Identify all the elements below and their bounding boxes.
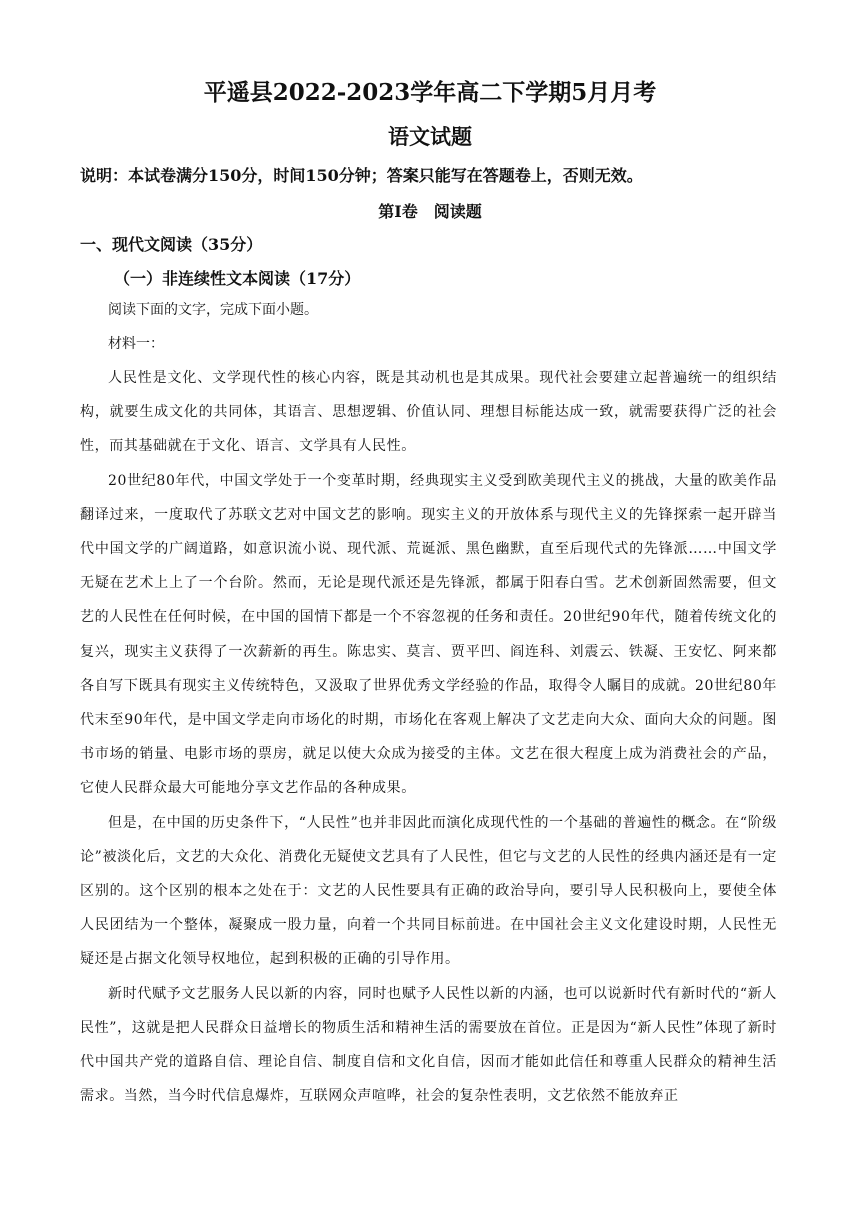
paragraph: 20世纪80年代，中国文学处于一个变革时期，经典现实主义受到欧美现代主义的挑战，大量的欧美作品翻译过来，一度取代了苏联文艺对中国文艺的影响。现实主义的开放体系与现代主义的先锋探索一起开辟当代中国文学的广阔道路，如意识流小说、现代派、荒诞派、黑色幽默，直至后现代式的先锋派……中国文学无疑在艺术上上了一个台阶。然而，无论是现代派还是先锋派，都属于阳春白雪。艺术创新固然需要，但文艺的人民性在任何时候，在中国的国情下都是一个不容忽视的任务和责任。20世纪90年代，随着传统文化的复兴，现实主义获得了一次薪新的再生。陈忠实、莫言、贾平凹、阎连科、刘震云、铁凝、王安忆、阿来都各自写下既具有现实主义传统特色，又汲取了世界优秀文学经验的作品，取得令人瞩目的成就。20世纪80年代末至90年代，是中国文学走向市场化的时期，市场化在客观上解决了文艺走向大众、面向大众的问题。图书市场的销量、电影市场的票房，就足以使大众成为接受的主体。文艺在很大程度上成为消费社会的产品，它使人民群众最大可能地分享文艺作品的各种成果。 [80, 472, 777, 797]
paragraph: 人民性是文化、文学现代性的核心内容，既是其动机也是其成果。现代社会要建立起普遍统一的组织结构，就要生成文化的共同体，其语言、思想逻辑、价值认同、理想目标能达成一致，就需要获得广泛的社会性，而其基础就在于文化、语言、文学具有人民性。 [80, 370, 777, 455]
exam-title: 平遥县2022-2023学年高二下学期5月月考 [203, 79, 657, 106]
reading-instruction: 阅读下面的文字，完成下面小题。 [108, 302, 318, 318]
paragraph: 但是，在中国的历史条件下，“人民性”也并非因此而演化成现代性的一个基础的普遍性的概念。在“阶级论”被淡化后，文艺的大众化、消费化无疑使文艺具有了人民性，但它与文艺的人民性的经典内涵还是有一定区别的。这个区别的根本之处在于：文艺的人民性要具有正确的政治导向，要引导人民积极向上，要使全体人民团结为一个整体，凝聚成一股力量，向着一个共同目标前进。在中国社会主义文化建设时期，人民性无疑还是占据文化领导权地位，起到积极的正确的引导作用。 [80, 814, 777, 968]
material-label: 材料一： [108, 336, 164, 352]
section-heading: 一、现代文阅读（35分） [80, 235, 263, 254]
paragraph: 新时代赋予文艺服务人民以新的内容，同时也赋予人民性以新的内涵，也可以说新时代有新时代的“新人民性”，这就是把人民群众日益增长的物质生活和精神生活的需要放在首位。正是因为“新人民性”体现了新时代中国共产党的道路自信、理论自信、制度自信和文化自信，因而才能如此信任和尊重人民群众的精神生活需求。当然，当今时代信息爆炸，互联网众声喧哗，社会的复杂性表明，文艺依然不能放弃正 [80, 985, 777, 1105]
volume-heading: 第Ⅰ卷 阅读题 [378, 202, 482, 221]
exam-instructions-note: 说明：本试卷满分150分，时间150分钟；答案只能写在答题卷上，否则无效。 [80, 166, 643, 185]
subsection-heading: （一）非连续性文本阅读（17分） [114, 269, 361, 288]
exam-subtitle: 语文试题 [388, 124, 472, 149]
material-body [80, 361, 777, 1113]
